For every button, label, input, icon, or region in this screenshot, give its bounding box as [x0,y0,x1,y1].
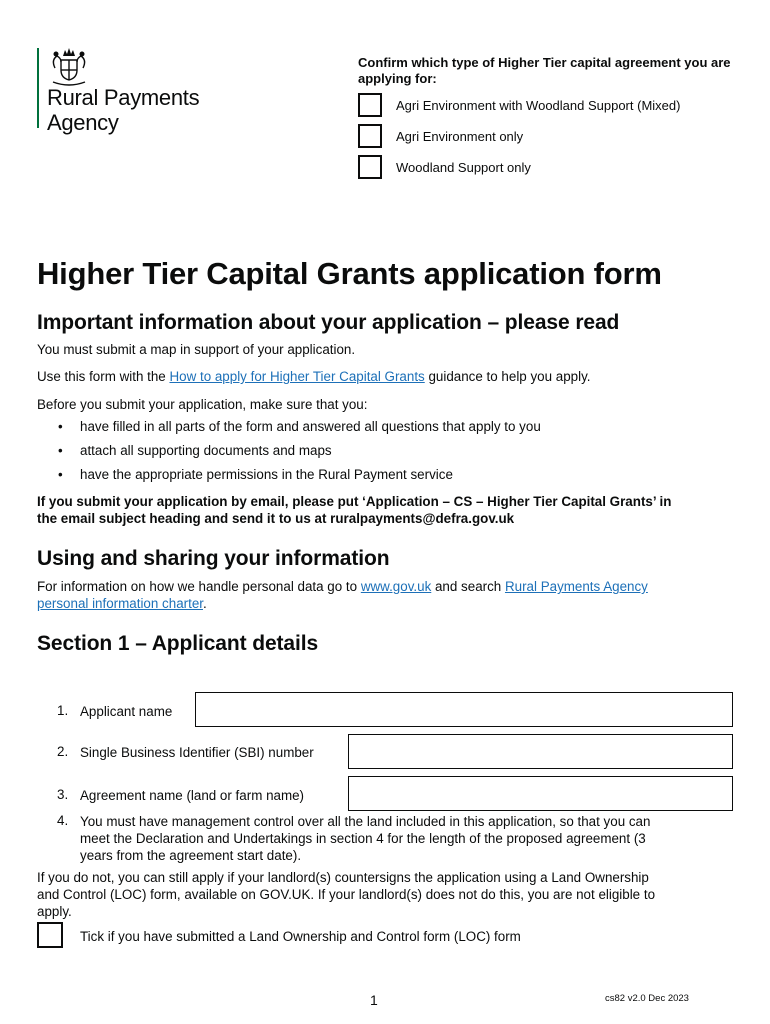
royal-crest-icon [47,46,91,86]
charter-link-line1[interactable]: Rural Payments Agency [504,579,648,594]
govuk-link[interactable]: www.gov.uk [360,579,432,594]
agreement-name-field[interactable] [348,776,733,811]
q3-label: Agreement name (land or farm name) [80,788,305,803]
agreement-option-mixed-label: Agri Environment with Woodland Support (Mixed) [396,98,681,113]
sharing-text-before: For information on how we handle personal data go to [37,579,361,594]
agreement-option-agri-label: Agri Environment only [396,129,524,144]
q4-text-line1: You must have management control over all the land included in this application, so that you can [80,814,651,829]
checklist-item: • attach all supporting documents and maps [58,442,541,466]
agreement-option-mixed-checkbox[interactable] [358,93,382,117]
q3-number: 3. [57,787,69,802]
guidance-text-after: guidance to help you apply. [424,369,591,384]
q4-text-line3: years from the agreement start date). [80,848,302,863]
q4-text-line2: meet the Declaration and Undertakings in section 4 for the length of the proposed agreement (3 [80,831,646,846]
q4-number: 4. [57,813,69,828]
map-requirement-text: You must submit a map in support of your application. [37,342,356,357]
org-name-line2: Agency [47,110,119,135]
loc-text-line2: and Control (LOC) form, available on GOV.UK. If your landlord(s) does not do this, you are not eligible to [37,887,656,902]
org-name-line1: Rural Payments [47,85,200,110]
organisation-name [47,85,199,135]
q2-label: Single Business Identifier (SBI) number [80,745,314,760]
loc-submitted-checkbox[interactable] [37,922,63,948]
checklist-intro: Before you submit your application, make sure that you: [37,397,368,412]
agreement-option-woodland-label: Woodland Support only [396,160,531,175]
q2-number: 2. [57,744,69,759]
sharing-text-after: . [202,596,207,611]
logo-accent-bar [37,48,39,128]
sharing-text-middle: and search [431,579,505,594]
loc-text-line3: apply. [37,904,72,919]
section1-heading: Section 1 – Applicant details [37,632,319,655]
agreement-option-agri-checkbox[interactable] [358,124,382,148]
guidance-paragraph [37,368,591,385]
q1-label: Applicant name [80,704,173,719]
loc-submitted-label: Tick if you have submitted a Land Ownership and Control form (LOC) form [80,929,521,944]
applicant-name-field[interactable] [195,692,733,727]
email-instruction-line2: the email subject heading and send it to us at ruralpayments@defra.gov.uk [37,511,515,526]
sharing-paragraph-line2 [37,595,207,612]
page-title: Higher Tier Capital Grants application form [37,256,662,291]
sharing-heading: Using and sharing your information [37,547,390,570]
email-instruction-line1: If you submit your application by email, please put ‘Application – CS – Higher Tier Capital Grants’ in [37,494,672,509]
checklist-item: • have the appropriate permissions in the Rural Payment service [58,466,541,490]
loc-text-line1: If you do not, you can still apply if your landlord(s) countersigns the application using a Land Ownership [37,870,649,885]
guidance-text-before: Use this form with the [37,369,170,384]
q1-number: 1. [57,703,69,718]
agreement-type-question: Confirm which type of Higher Tier capital agreement you are applying for: [358,55,731,86]
form-code: cs82 v2.0 Dec 2023 [605,993,689,1004]
sharing-paragraph-line1 [37,578,648,595]
page-number: 1 [370,992,378,1008]
guidance-link[interactable]: How to apply for Higher Tier Capital Grants [169,369,425,384]
submission-checklist [58,418,541,490]
sbi-number-field[interactable] [348,734,733,769]
important-info-heading: Important information about your application – please read [37,311,620,334]
charter-link-line2[interactable]: personal information charter [37,596,203,611]
checklist-item: • have filled in all parts of the form and answered all questions that apply to you [58,418,541,442]
agreement-option-woodland-checkbox[interactable] [358,155,382,179]
